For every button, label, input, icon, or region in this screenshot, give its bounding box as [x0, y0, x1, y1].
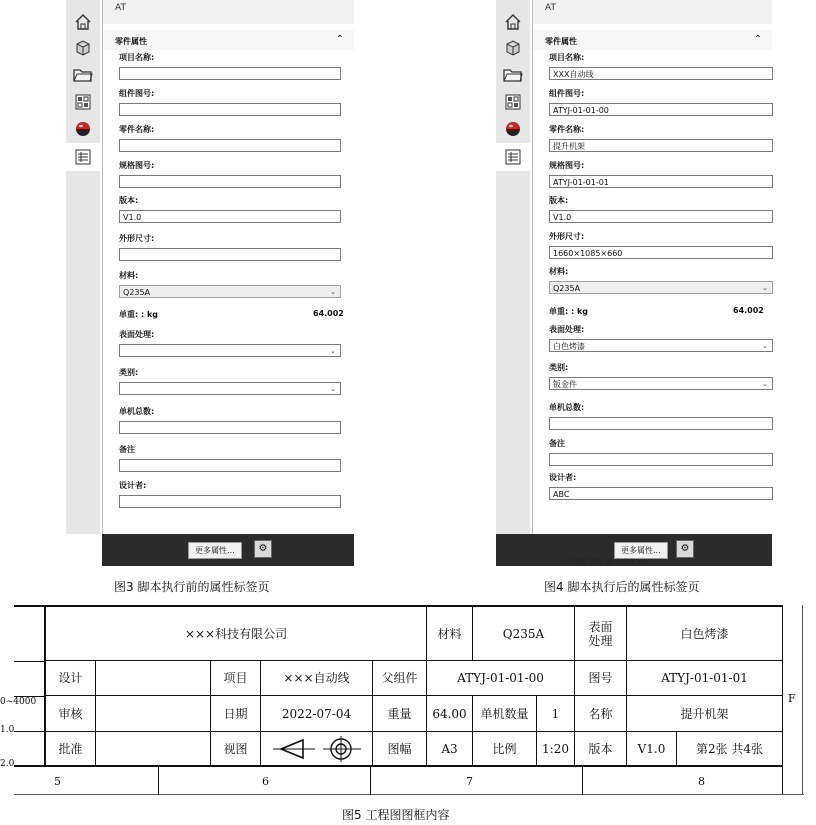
side-number: 1.0 — [0, 725, 15, 735]
chevron-down-icon: ⌄ — [762, 342, 768, 350]
field-label: 外形尺寸: — [549, 232, 585, 241]
field-label: 类别: — [119, 368, 139, 377]
grid-line — [582, 766, 583, 795]
project-label: 项目 — [223, 671, 248, 685]
surface-treatment-select[interactable] — [119, 344, 341, 357]
date-value: 2022-07-04 — [281, 706, 352, 721]
chevron-up-icon[interactable]: ⌃ — [335, 34, 344, 45]
border-line — [782, 605, 783, 795]
field-label: 表面处理: — [549, 325, 585, 334]
field-label: 类别: — [549, 363, 569, 372]
field-label: 设计者: — [119, 481, 147, 490]
chevron-down-icon: ⌄ — [762, 380, 768, 388]
approve-label: 批准 — [58, 741, 83, 756]
category-field — [549, 362, 773, 390]
material-value: Q235A — [553, 284, 581, 293]
scale-label: 比例 — [492, 741, 517, 756]
surface-treatment-field — [119, 329, 341, 357]
zone-label: 8 — [698, 775, 705, 788]
custom-properties-icon[interactable] — [66, 143, 100, 171]
chevron-down-icon: ⌄ — [330, 347, 336, 355]
home-icon[interactable] — [71, 10, 95, 34]
unit-weight-label: 单重: : kg — [119, 310, 159, 319]
chevron-down-icon: ⌄ — [330, 288, 336, 296]
remarks-field — [549, 438, 773, 466]
drawing-title-block — [0, 605, 804, 795]
material-select[interactable] — [119, 285, 341, 298]
field-label: 版本: — [549, 196, 569, 205]
border-line — [802, 605, 803, 795]
project-name-field — [549, 52, 773, 80]
field-label: 零件名称: — [119, 125, 155, 134]
parent-label: 父组件 — [381, 671, 418, 685]
panel-body — [102, 0, 354, 534]
grid-line — [14, 765, 782, 767]
appearance-ball-icon[interactable] — [501, 117, 525, 141]
part-name-input[interactable] — [119, 139, 341, 152]
field-label: 单机总数: — [549, 403, 585, 412]
layout-icon[interactable] — [501, 90, 525, 114]
assembly-drawing-no-field — [119, 88, 341, 116]
part-cube-icon[interactable] — [71, 36, 95, 60]
section-header[interactable] — [103, 30, 354, 50]
unit-weight-value: 64.002 — [733, 306, 764, 315]
grid-line — [370, 766, 371, 795]
category-value: 钣金件 — [553, 380, 577, 389]
section-title: 零件属性 — [115, 37, 147, 46]
section-header[interactable] — [533, 30, 772, 50]
figure-3-caption: 图3 脚本执行前的属性标签页 — [114, 580, 270, 594]
home-icon[interactable] — [501, 10, 525, 34]
zone-label: 5 — [54, 775, 61, 788]
name-value: 提升机架 — [680, 706, 729, 721]
unit-weight-value: 64.002 — [313, 309, 344, 318]
field-label: 项目名称: — [119, 53, 155, 62]
unit-total-input[interactable] — [119, 421, 341, 434]
field-label: 规格图号: — [119, 161, 155, 170]
chevron-down-icon: ⌄ — [762, 284, 768, 292]
more-properties-button[interactable]: 更多属性... — [614, 542, 668, 559]
category-select[interactable] — [549, 377, 773, 390]
panel-body — [532, 0, 772, 534]
appearance-ball-icon[interactable] — [71, 117, 95, 141]
grid-line — [158, 766, 159, 795]
field-label: 表面处理: — [119, 330, 155, 339]
scale-value: 1:20 — [542, 741, 569, 756]
section-title: 零件属性 — [545, 37, 577, 46]
weight-value: 64.00 — [432, 706, 467, 721]
surface-value: 白色烤漆 — [553, 342, 585, 351]
settings-gear-icon[interactable]: ⚙ — [254, 540, 272, 558]
custom-properties-icon[interactable] — [496, 143, 530, 171]
unit-total-input[interactable] — [549, 417, 773, 430]
top-strip: AT — [103, 0, 354, 24]
remarks-field — [119, 444, 341, 472]
more-properties-button[interactable]: 更多属性... — [188, 542, 242, 559]
material-label: 材料 — [437, 626, 462, 641]
top-strip: AT — [533, 0, 772, 24]
grid-line — [14, 731, 44, 732]
surface-treatment-select[interactable] — [549, 339, 773, 352]
name-label: 名称 — [588, 706, 613, 721]
review-label: 审核 — [58, 706, 83, 721]
part-name-field — [549, 124, 773, 152]
date-label: 日期 — [223, 706, 248, 721]
material-field — [549, 266, 773, 294]
property-panel-before — [66, 0, 354, 566]
project-name-input[interactable] — [119, 67, 341, 80]
assembly-drawing-no-field — [549, 88, 773, 116]
folder-icon[interactable] — [71, 63, 95, 87]
parent-value: ATYJ-01-01-00 — [457, 671, 544, 685]
part-name-input[interactable]: 提升机架 — [549, 139, 773, 152]
folder-icon[interactable] — [501, 63, 525, 87]
part-cube-icon[interactable] — [501, 36, 525, 60]
material-select[interactable] — [549, 281, 773, 294]
view-label: 视图 — [223, 741, 248, 756]
category-field — [119, 367, 341, 395]
field-label: 备注 — [549, 439, 565, 448]
remarks-input[interactable] — [119, 459, 341, 472]
version-field — [549, 195, 773, 223]
category-select[interactable] — [119, 382, 341, 395]
zone-label: 6 — [262, 775, 269, 788]
grid-line — [14, 661, 44, 662]
material-value: Q235A — [502, 626, 545, 641]
dimensions-field — [549, 231, 773, 259]
field-label: 项目名称: — [549, 53, 585, 62]
qty-label: 单机数量 — [480, 706, 529, 721]
settings-gear-icon[interactable]: ⚙ — [676, 540, 694, 558]
format-value: A3 — [441, 741, 458, 756]
dimensions-field — [119, 233, 341, 261]
drawing-no-value: ATYJ-01-01-01 — [661, 671, 748, 685]
weight-label: 重量 — [387, 706, 412, 721]
material-field — [119, 270, 341, 298]
version-value: V1.0 — [637, 741, 666, 756]
spec-drawing-no-input[interactable] — [119, 175, 341, 188]
projection-symbol-icon — [261, 732, 372, 765]
version-field — [119, 195, 341, 223]
field-label: 组件图号: — [119, 89, 155, 98]
field-label: 规格图号: — [549, 161, 585, 170]
spec-drawing-no-field — [549, 160, 773, 188]
field-label: 零件名称: — [549, 125, 585, 134]
field-label: 版本: — [119, 196, 139, 205]
surface-label: 表面 处理 — [588, 619, 613, 648]
field-label: 单机总数: — [119, 407, 155, 416]
spec-drawing-no-input[interactable]: ATYJ-01-01-01 — [549, 175, 773, 188]
qty-value: 1 — [551, 706, 560, 721]
dimensions-input[interactable]: 1660×1085×660 — [549, 246, 773, 259]
field-label: 备注 — [119, 445, 135, 454]
property-panel-after — [496, 0, 772, 566]
project-value: ×××自动线 — [283, 671, 350, 685]
layout-icon[interactable] — [71, 90, 95, 114]
field-label: 材料: — [549, 267, 569, 276]
unit-total-field — [119, 406, 341, 434]
unit-weight-label: 单重: : kg — [549, 307, 589, 316]
chevron-up-icon[interactable]: ⌃ — [753, 34, 762, 45]
assembly-drawing-no-input[interactable] — [119, 103, 341, 116]
designer-input[interactable]: ABC — [549, 487, 773, 500]
bottom-toolbar — [102, 534, 354, 566]
field-label: 材料: — [119, 271, 139, 280]
remarks-input[interactable] — [549, 453, 773, 466]
icon-rail — [66, 0, 100, 534]
assembly-drawing-no-input[interactable]: ATYJ-01-01-00 — [549, 103, 773, 116]
surface-treatment-field — [549, 324, 773, 352]
version-input[interactable]: V1.0 — [119, 210, 341, 223]
field-label: 外形尺寸: — [119, 234, 155, 243]
part-name-field — [119, 124, 341, 152]
material-value: Q235A — [123, 288, 151, 297]
figure-4-caption: 图4 脚本执行后的属性标签页 — [544, 580, 700, 594]
figure-5-caption: 图5 工程图图框内容 — [342, 808, 450, 822]
project-name-field — [119, 52, 341, 80]
grid-line — [95, 660, 96, 766]
surface-value: 白色烤漆 — [680, 626, 729, 641]
version-label: 版本 — [588, 741, 613, 756]
status-bar-text: 在编辑 零件 总 自定义 ▴ — [566, 558, 642, 566]
designer-field — [119, 480, 341, 508]
icon-rail — [496, 0, 530, 534]
design-label: 设计 — [58, 671, 83, 685]
spec-drawing-no-field — [119, 160, 341, 188]
row-letter: F — [788, 692, 796, 705]
zone-label: 7 — [466, 775, 473, 788]
chevron-down-icon: ⌄ — [330, 385, 336, 393]
designer-field — [549, 472, 773, 500]
unit-total-field — [549, 402, 773, 430]
company-name: ×××科技有限公司 — [184, 626, 288, 641]
format-label: 图幅 — [387, 741, 412, 756]
grid-line — [14, 794, 804, 795]
project-name-input[interactable]: XXX自动线 — [549, 67, 773, 80]
side-number: 0~4000 — [0, 697, 37, 707]
designer-input[interactable] — [119, 495, 341, 508]
side-number: 2.0 — [0, 759, 15, 769]
field-label: 组件图号: — [549, 89, 585, 98]
dimensions-input[interactable] — [119, 248, 341, 261]
version-input[interactable]: V1.0 — [549, 210, 773, 223]
drawing-no-label: 图号 — [588, 671, 613, 685]
field-label: 设计者: — [549, 473, 577, 482]
sheet-count: 第2张 共4张 — [695, 741, 764, 756]
